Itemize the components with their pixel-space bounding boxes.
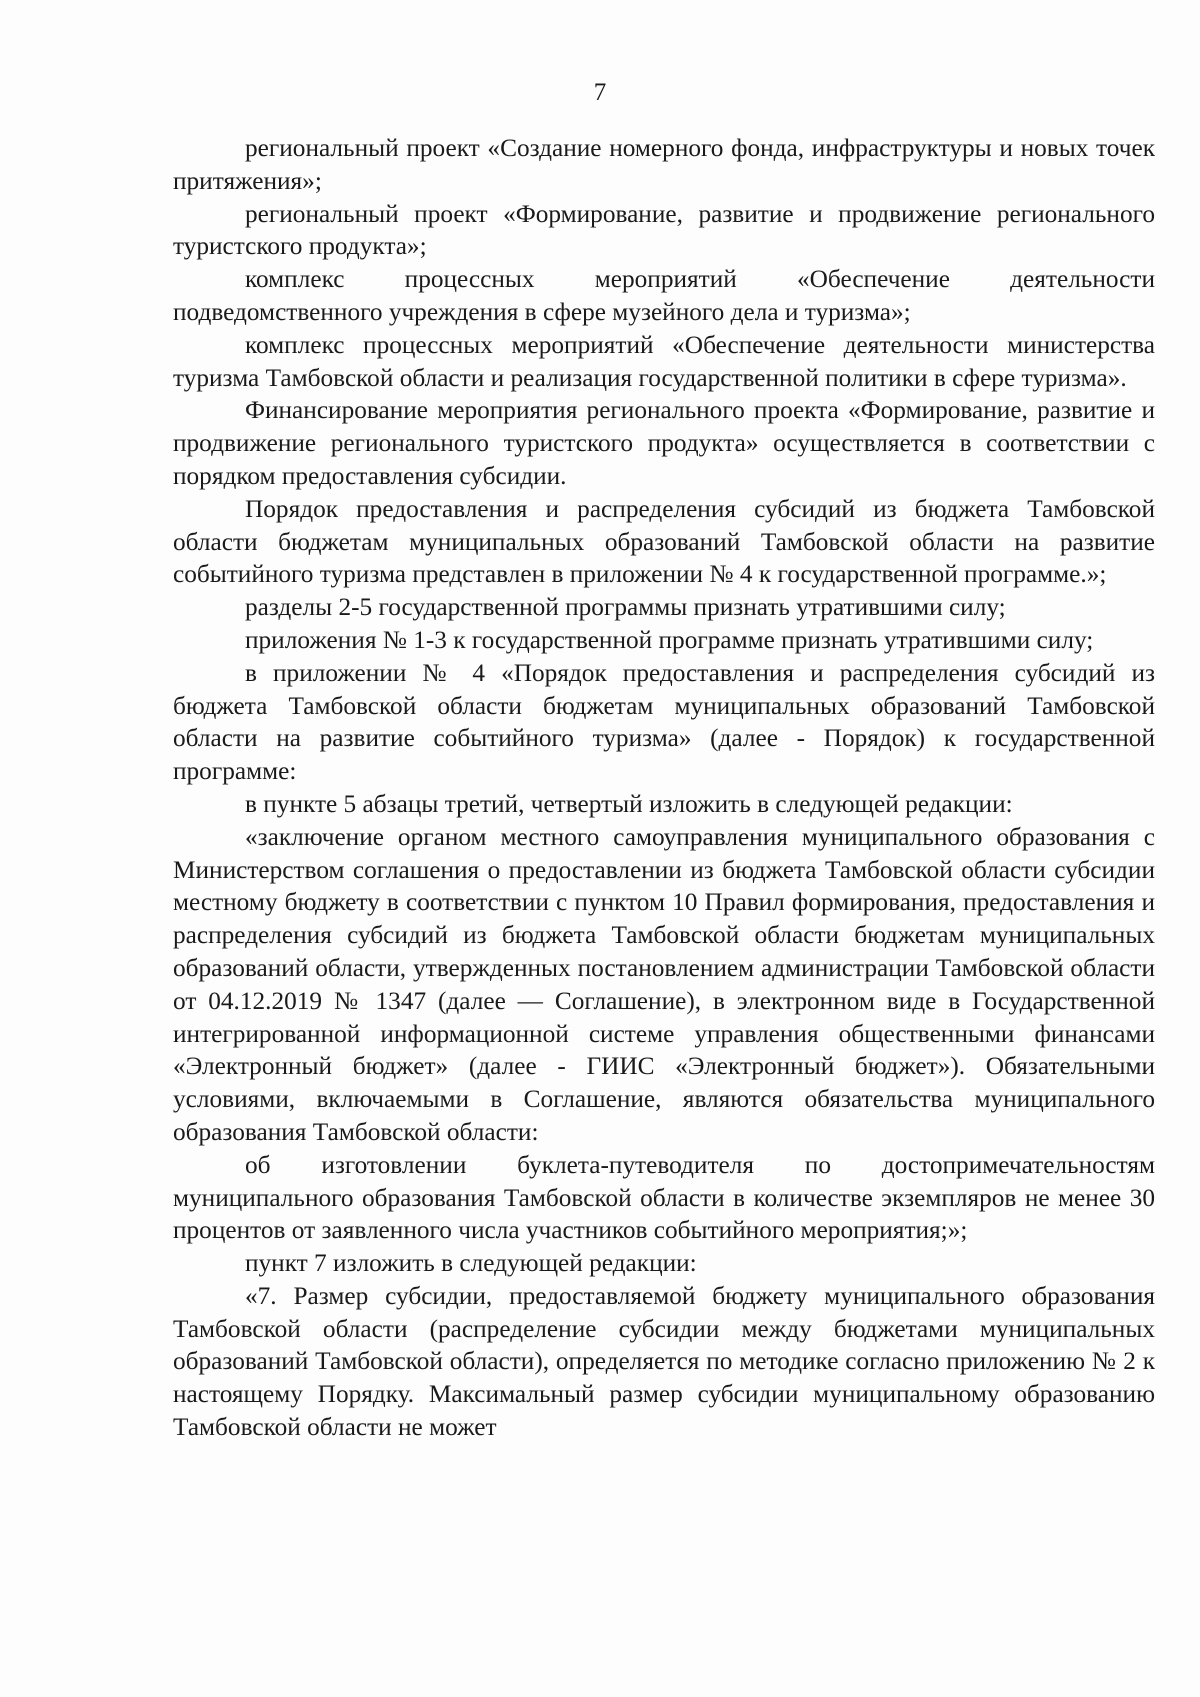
paragraph: в пункте 5 абзацы третий, четвертый изложить в следующей редакции: [245, 789, 1013, 818]
page-number: 7 [593, 79, 607, 106]
paragraph: комплекс процессных мероприятий «Обеспечение деятельности подведомственного учреждения в сфере музейного дела и туризма»; [173, 265, 1155, 326]
paragraph: региональный проект «Создание номерного фонда, инфраструктуры и новых точек притяжения»; [173, 134, 1155, 195]
document-body [173, 132, 1155, 1444]
paragraph: Финансирование мероприятия регионального проекта «Формирование, развитие и продвижение регионального туристского продукта» осуществляется в соответствии с порядком предоставления субсидии. [173, 396, 1155, 490]
paragraph: в приложении № 4 «Порядок предоставления и распределения субсидий из бюджета Тамбовской области бюджетам муниципальных образований Тамбовской области на развитие событийного туризма» (далее - Порядок) к государственной программе: [173, 658, 1155, 786]
paragraph: пункт 7 изложить в следующей редакции: [245, 1249, 697, 1278]
paragraph: об изготовлении буклета-путеводителя по достопримечательностям муниципального образования Тамбовской области в количестве экземпляров не менее 30 процентов от заявленного числа участников событийного мероприятия;»; [173, 1150, 1155, 1245]
paragraph: Порядок предоставления и распределения субсидий из бюджета Тамбовской области бюджетам муниципальных образований Тамбовской области на развитие событийного туризма представлен в приложении № 4 к государственной программе.»; [173, 494, 1155, 589]
paragraph: разделы 2-5 государственной программы признать утратившими силу; [245, 593, 1006, 622]
paragraph: комплекс процессных мероприятий «Обеспечение деятельности министерства туризма Тамбовской области и реализация государственной политики в сфере туризма». [173, 330, 1155, 392]
paragraph: приложения № 1-3 к государственной программе признать утратившими силу; [245, 625, 1094, 654]
paragraph: «7. Размер субсидии, предоставляемой бюджету муниципального образования Тамбовской области (распределение субсидии между бюджетами муниципальных образований Тамбовской области), определяется по методике согласно приложению № 2 к настоящему Порядку. Максимальный размер субсидии муниципальному образованию Тамбовской области не может [173, 1281, 1155, 1442]
paragraph: «заключение органом местного самоуправления муниципального образования с Министерством соглашения о предоставлении из бюджета Тамбовской области субсидии местному бюджету в соответствии с пунктом 10 Правил формирования, предоставления и распределения субсидий из бюджета Тамбовской области бюджетам муниципальных образований области, утвержденных постановлением администрации Тамбовской области от 04.12.2019 № 1347 (далее — Соглашение), в электронном виде в Государственной интегрированной информационной системе управления общественными финансами «Электронный бюджет» (далее - ГИИС «Электронный бюджет»). Обязательными условиями, включаемыми в Соглашение, являются обязательства муниципального образования Тамбовской области: [173, 822, 1155, 1146]
paragraph: региональный проект «Формирование, развитие и продвижение регионального туристского продукта»; [173, 199, 1155, 261]
